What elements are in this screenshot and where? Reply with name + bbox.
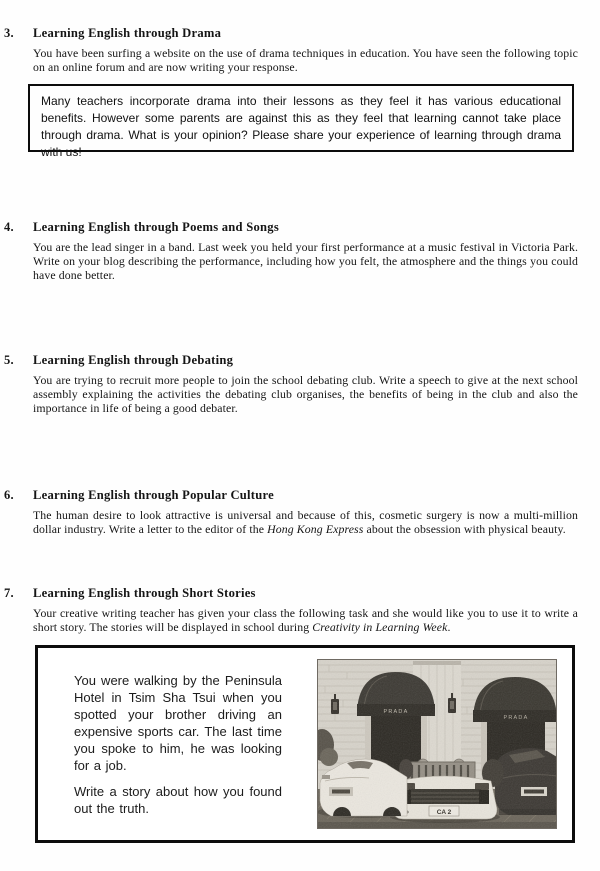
task-paragraph-2: Write a story about how you found out the truth.	[74, 784, 282, 816]
section-title: Learning English through Popular Culture	[33, 488, 274, 502]
section-content	[33, 26, 578, 74]
body-text: The human desire to look attractive is universal and because of this, cosmetic surgery is now a multi-million dollar industry. Write a letter to the editor of the	[33, 508, 578, 536]
section-content	[33, 220, 578, 282]
task-paragraph-1: You were walking by the Peninsula Hotel in Tsim Sha Tsui when you spotted your brother driving an expensive sports car. The last time you spoke to him, he was looking for a job.	[74, 673, 282, 773]
awning-label: PRADA	[383, 709, 409, 715]
section-debating	[0, 353, 600, 415]
section-body: You are the lead singer in a band. Last week you held your first performance at a music festival in Victoria Park. Write on your blog describing the performance, including how you felt, the atmosphere and the things you could have done better.	[33, 240, 578, 282]
section-drama	[0, 26, 600, 74]
awning-label: PRADA	[503, 715, 529, 721]
section-body	[33, 508, 578, 536]
section-poems-songs	[0, 220, 600, 282]
section-content	[33, 353, 578, 415]
section-popular-culture	[0, 488, 600, 536]
task-text	[74, 672, 282, 826]
body-text: Your creative writing teacher has given your class the following task and she would like you to use it to write a short story. The stories will be displayed in school during	[33, 606, 578, 634]
event-name: Creativity in Learning Week	[312, 620, 448, 634]
section-number: 5.	[4, 353, 14, 367]
section-title: Learning English through Debating	[33, 353, 234, 367]
section-number: 3.	[4, 26, 14, 40]
hotel-sports-cars-photo	[317, 659, 557, 829]
section-number: 6.	[4, 488, 14, 502]
section-title: Learning English through Drama	[33, 26, 222, 40]
photo-grain	[317, 659, 557, 829]
forum-topic-box	[28, 84, 574, 159]
newspaper-name: Hong Kong Express	[267, 522, 364, 536]
section-number: 4.	[4, 220, 14, 234]
section-title: Learning English through Poems and Songs	[33, 220, 279, 234]
story-task-box	[35, 645, 575, 843]
body-text: about the obsession with physical beauty.	[363, 522, 566, 536]
forum-topic-text: Many teachers incorporate drama into their lessons as they feel it has various educational benefits. However some parents are against this as they feel that learning cannot take place through drama. What is your opinion? Please share your experience of learning through drama with us!	[41, 94, 561, 159]
section-body: You are trying to recruit more people to join the school debating club. Write a speech to give at the next school assembly explaining the activities the debating club organises, the benefits of being in the club and also the importance in life of being a good debater.	[33, 373, 578, 415]
section-content	[33, 586, 578, 634]
section-number: 7.	[4, 586, 14, 600]
section-short-stories	[0, 586, 600, 634]
section-title: Learning English through Short Stories	[33, 586, 256, 600]
license-plate-text: CA 2	[436, 809, 452, 816]
section-body: You have been surfing a website on the use of drama techniques in education. You have seen the following topic on an online forum and are now writing your response.	[33, 46, 578, 74]
section-body	[33, 606, 578, 634]
body-text: .	[447, 620, 451, 634]
section-content	[33, 488, 578, 536]
